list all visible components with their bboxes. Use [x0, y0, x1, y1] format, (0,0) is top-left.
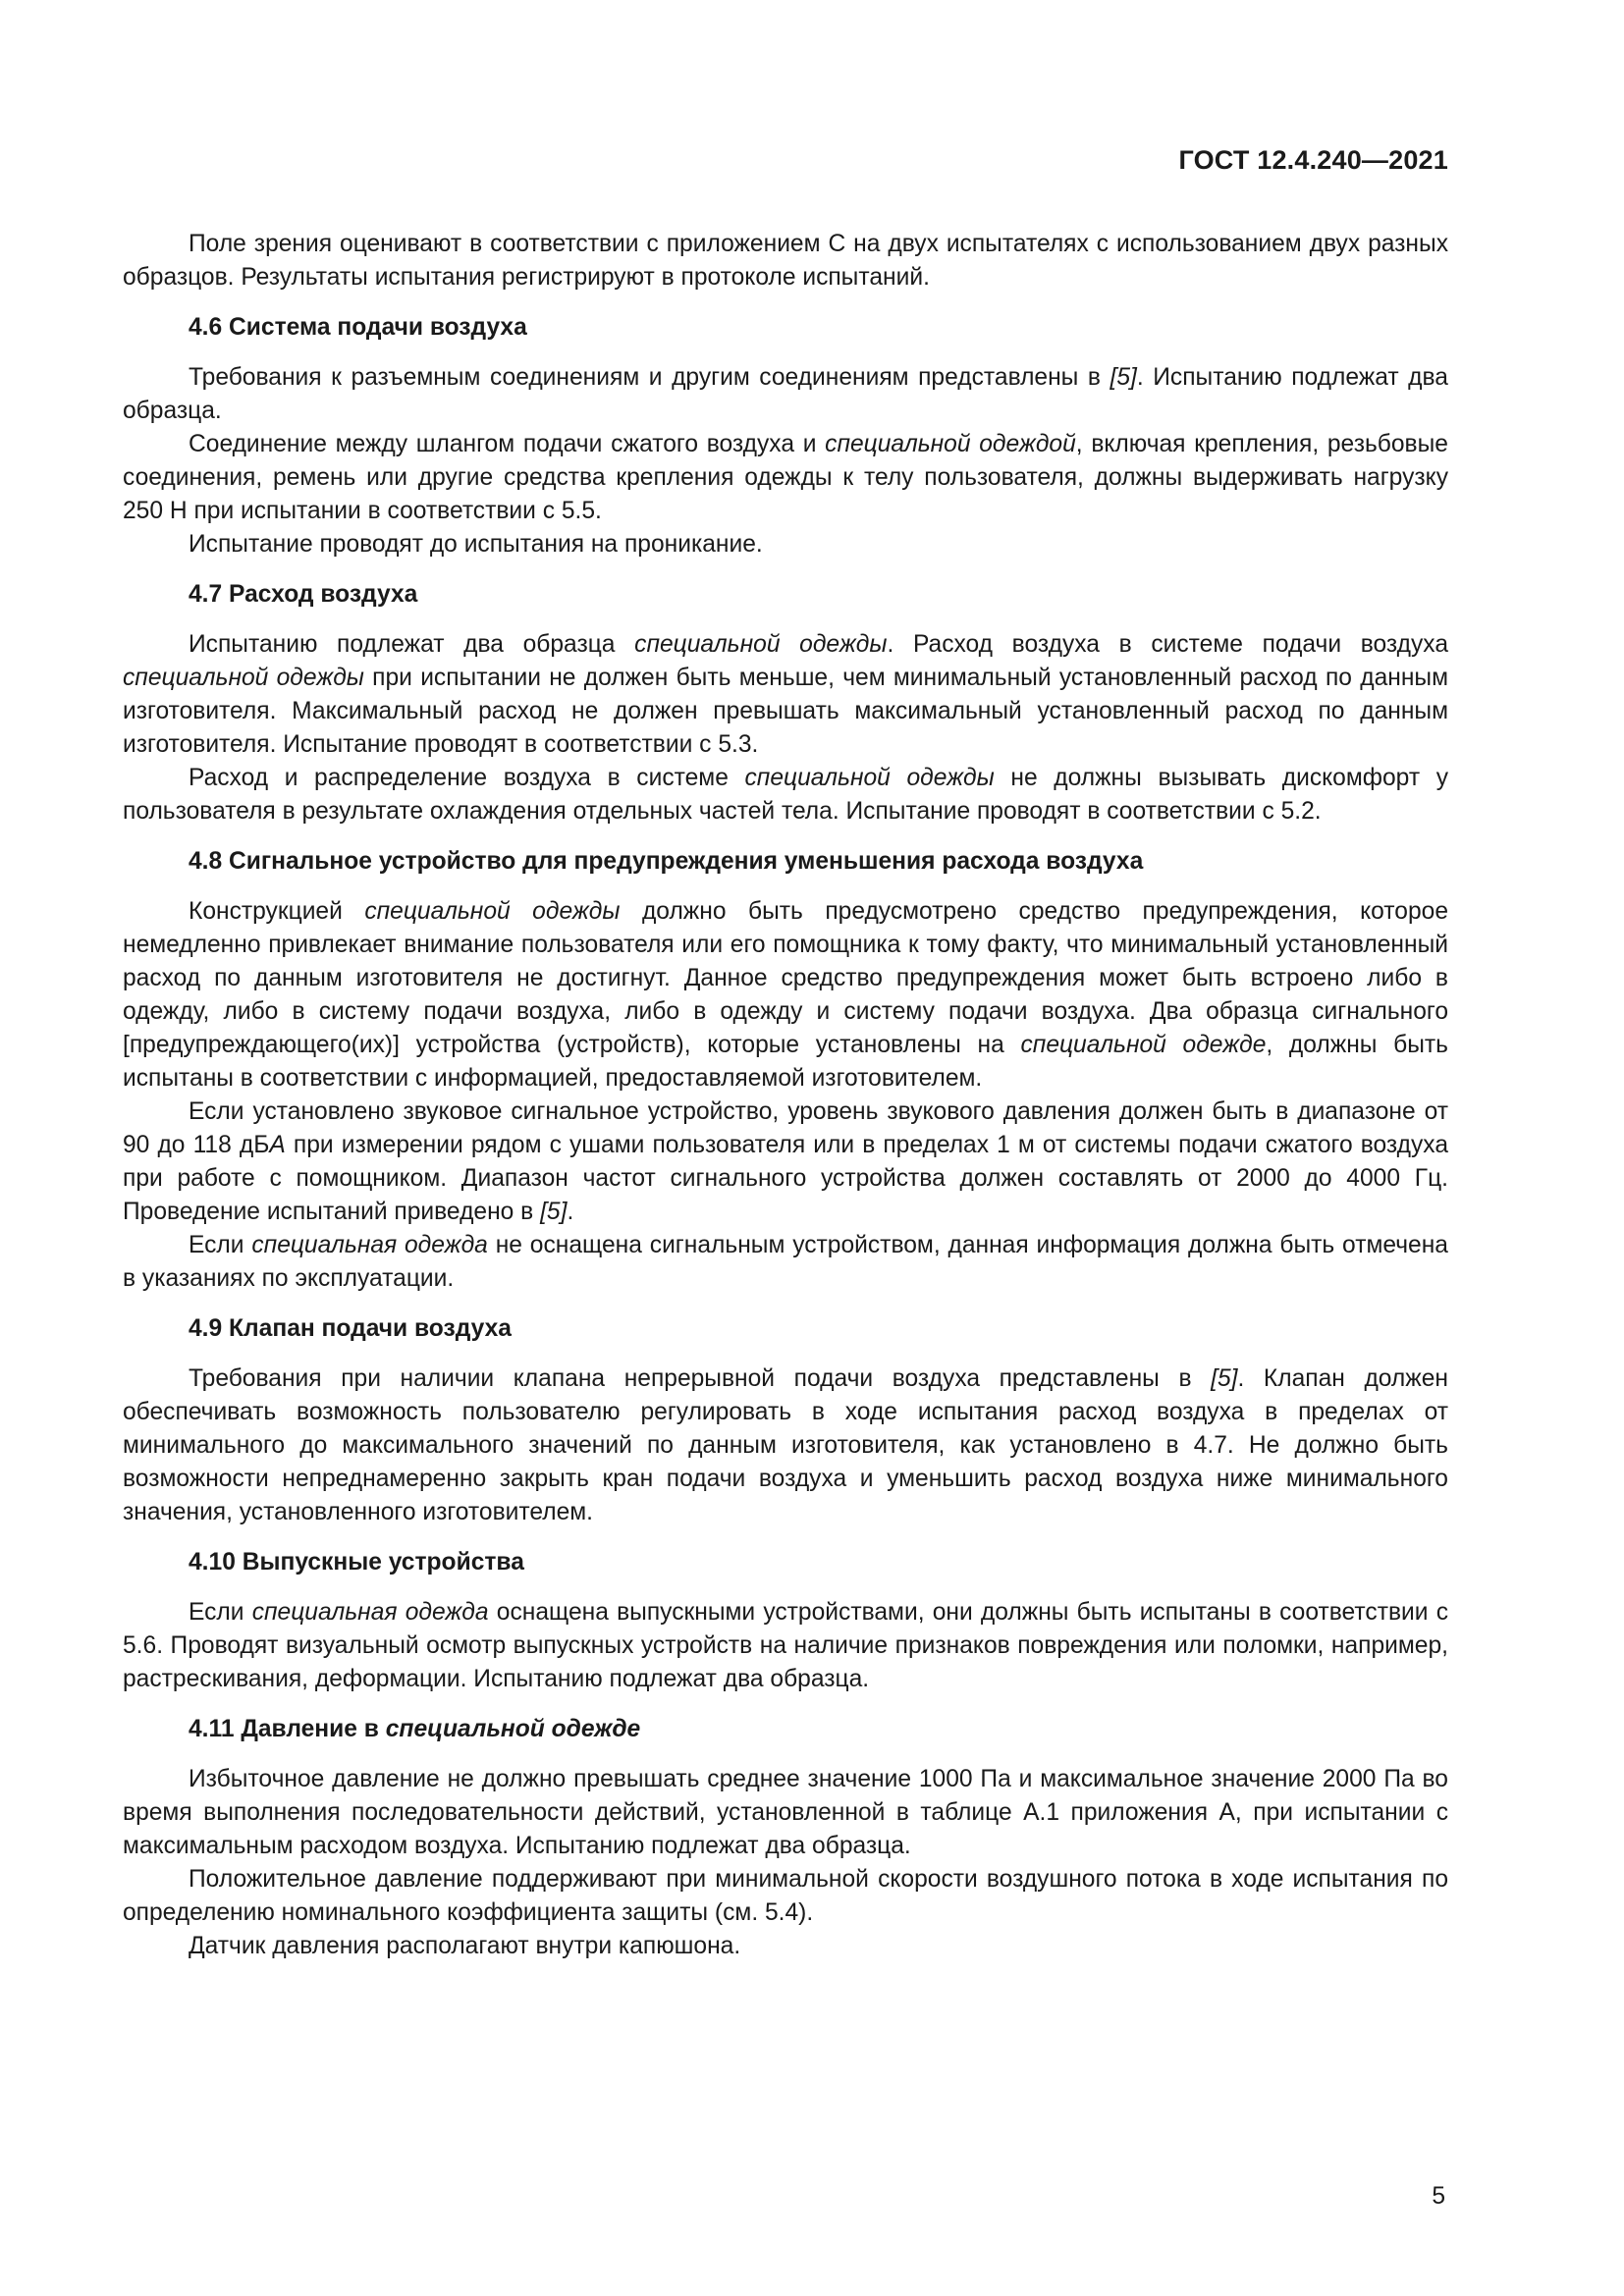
- italic-term: специальной одежде: [1020, 1032, 1267, 1058]
- text: , должны быть испытаны в соответствии с информацией, предоставляемой изготовителем.: [123, 1032, 1449, 1092]
- text: . Испытанию подлежат два образца.: [123, 364, 1448, 424]
- section-4-8-paragraph-1: [123, 895, 1448, 1095]
- section-4-11-paragraph-2: Положительное давление поддерживают при минимальной скорости воздушного потока в ходе испытания по определению номинального коэффициента защиты (см. 5.4).: [123, 1866, 1448, 1926]
- italic-term: специальной одеждой: [825, 431, 1076, 457]
- paragraph-field-of-view: Поле зрения оценивают в соответствии с приложением С на двух испытателях с использованием двух разных образцов. Результаты испытания регистрируют в протоколе испытаний.: [123, 231, 1448, 291]
- section-4-9-title: 4.9 Клапан подачи воздуха: [189, 1315, 512, 1342]
- text: . Расход воздуха в системе подачи воздуха: [887, 631, 1449, 658]
- document-body: [123, 228, 1448, 1963]
- text: Испытанию подлежат два образца: [189, 631, 635, 658]
- text: , включая крепления, резьбовые соединения, ремень или другие средства крепления одежды к телу пользователя, должны выдерживать нагрузку 250 Н при испытании в соответствии с 5.5.: [123, 431, 1448, 524]
- text: 4.11 Давление в: [189, 1716, 386, 1742]
- text: Конструкцией: [189, 898, 365, 925]
- section-4-10-paragraph-1: [123, 1596, 1448, 1696]
- section-4-7-paragraph-1: [123, 628, 1448, 762]
- text: Расход и распределение воздуха в системе: [189, 765, 745, 791]
- text: Требования к разъемным соединениям и другим соединениям представлены в: [189, 364, 1110, 391]
- italic-term: специальной одежды: [123, 665, 364, 691]
- text: Если: [189, 1599, 252, 1626]
- section-4-11-title: [123, 1713, 1448, 1746]
- section-4-6-paragraph-1: [123, 361, 1448, 428]
- text: Если установлено звуковое сигнальное устройство, уровень звукового давления должен быть в диапазоне от 90 до 118 дБ: [123, 1098, 1448, 1158]
- section-4-7-paragraph-2: [123, 762, 1448, 828]
- italic-term: специальной одежде: [385, 1716, 641, 1742]
- text: должно быть предусмотрено средство предупреждения, которое немедленно привлекает внимание пользователя или его помощника к тому факту, что минимальный установленный расход по данным изготовителя не достигнут. Данное средство предупреждения может быть встроено либо в одежду, либо в систему подачи воздуха, либо в одежду и систему подачи воздуха. Два образца сигнального [предупреждающего(их)] устройства (устройств), которые установлены на: [123, 898, 1448, 1058]
- text: Если: [189, 1232, 252, 1258]
- text: не должны вызывать дискомфорт у пользователя в результате охлаждения отдельных частей тела. Испытание проводят в соответствии с 5.2.: [123, 765, 1449, 825]
- italic-term: специальная одежда: [251, 1599, 489, 1626]
- text: Требования при наличии клапана непрерывной подачи воздуха представлены в: [189, 1365, 1212, 1392]
- section-4-8-paragraph-2: [123, 1095, 1448, 1229]
- section-4-6-paragraph-3: Испытание проводят до испытания на проникание.: [189, 531, 763, 558]
- section-4-7-title: 4.7 Расход воздуха: [189, 581, 418, 608]
- section-4-11-paragraph-3: Датчик давления располагают внутри капюшона.: [189, 1933, 741, 1959]
- text: не оснащена сигнальным устройством, данная информация должна быть отмечена в указаниях по эксплуатации.: [123, 1232, 1448, 1292]
- section-4-11-paragraph-1: Избыточное давление не должно превышать среднее значение 1000 Па и максимальное значение 2000 Па во время выполнения последовательности действий, установленной в таблице А.1 приложения А, при испытании с максимальным расходом воздуха. Испытанию подлежат два образца.: [123, 1766, 1448, 1859]
- reference-5: [5]: [1211, 1365, 1238, 1392]
- text: Соединение между шлангом подачи сжатого воздуха и: [189, 431, 826, 457]
- text: .: [567, 1199, 574, 1225]
- text: оснащена выпускными устройствами, они должны быть испытаны в соответствии с 5.6. Проводят визуальный осмотр выпускных устройств на наличие признаков повреждения или поломки, например, растрескивания, деформации. Испытанию подлежат два образца.: [123, 1599, 1448, 1692]
- document-code-header: ГОСТ 12.4.240—2021: [1178, 145, 1448, 175]
- reference-5: [5]: [1110, 364, 1137, 391]
- section-4-8-paragraph-3: [123, 1229, 1448, 1296]
- section-4-6-paragraph-2: [123, 428, 1448, 528]
- reference-5: [5]: [540, 1199, 568, 1225]
- italic-term: специальная одежда: [251, 1232, 488, 1258]
- italic-term: специальной одежды: [364, 898, 621, 925]
- text: при измерении рядом с ушами пользователя или в пределах 1 м от системы подачи сжатого воздуха при работе с помощником. Диапазон частот сигнального устройства должен составлять от 2000 до 4000 Гц. Проведение испытаний приведено в: [123, 1132, 1448, 1225]
- page-number: 5: [1432, 2183, 1445, 2210]
- section-4-8-title: 4.8 Сигнальное устройство для предупреждения уменьшения расхода воздуха: [189, 848, 1144, 875]
- italic-unit: А: [269, 1132, 286, 1158]
- section-4-9-paragraph-1: [123, 1362, 1448, 1529]
- text: . Клапан должен обеспечивать возможность пользователю регулировать в ходе испытания расход воздуха в пределах от минимального до максимального значений по данным изготовителя, как установлено в 4.7. Не должно быть возможности непреднамеренно закрыть кран подачи воздуха и уменьшить расход воздуха ниже минимального значения, установленного изготовителем.: [123, 1365, 1448, 1525]
- italic-term: специальной одежды: [744, 765, 995, 791]
- text: при испытании не должен быть меньше, чем минимальный установленный расход по данным изготовителя. Максимальный расход не должен превышать максимальный установленный расход по данным изготовителя. Испытание проводят в соответствии с 5.3.: [123, 665, 1448, 758]
- section-4-6-title: 4.6 Система подачи воздуха: [189, 314, 527, 341]
- italic-term: специальной одежды: [634, 631, 888, 658]
- section-4-10-title: 4.10 Выпускные устройства: [189, 1549, 524, 1575]
